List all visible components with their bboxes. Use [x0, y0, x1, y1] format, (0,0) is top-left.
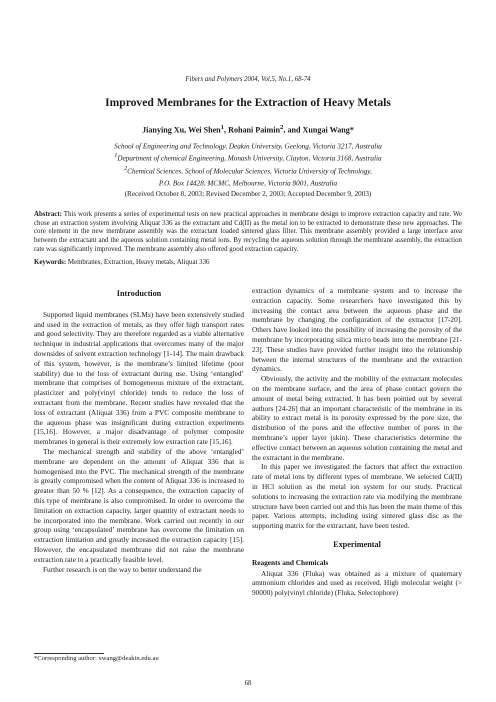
- affiliation-line: $^1$Department of chemical Engineering, Monash University, Clayton, Victoria 3168, Australia: [114, 153, 382, 163]
- author-list: [0, 124, 496, 135]
- author-name: Xungai Wang: [302, 125, 350, 135]
- body-paragraph: Supported liquid membranes (SLMs) have been extensively studied and used in the extraction of metals, as they offer high transport rates and good selectivity. They are therefore regarded as a viable alternative technique in industrial applications that overcomes many of the major downsides of solvent extraction technology [1-14]. The main drawback of this system, however, is the membrane’s limited lifetime (poor stability) due to the loss of extractant during use. Using ‘entangled’ membrane that comprises of homogeneous mixture of the extractant, plasticizer and poly(vinyl chloride) tends to reduce the loss of extractant from the membrane. Recent studies have revealed that the loss of extractant (Aliquat 336) from a PVC composite membrane to the aqueous phase was insignificant during extraction experiments [15,16]. However, a major disadvantage of polymer composite membranes in general is their extremely low extraction rate [15,16].: [34, 309, 244, 447]
- author-affil-mark: 1: [220, 124, 225, 131]
- abstract-label: Abstract:: [34, 211, 62, 218]
- keywords: [34, 259, 462, 268]
- body-paragraph: Obviously, the activity and the mobility of the extractant molecules on the membrane surface, and the area of phase contact govern the amount of metal being extracted. It has been pointed out by several authors [24-26] that an important characteristic of the membrane in its ability to extract metal is its porosity expressed by the pore size, the distribution of the pores and the effective number of pores in the membrane’s upper layer (skin). These characteristics determine the effective contact between an aqueous solution containing the metal and the extractant in the membrane.: [252, 374, 462, 462]
- author-name: Rohani Paimin: [228, 125, 281, 135]
- journal-citation: Fibers and Polymers 2004, Vol.5, No.1, 68-74: [185, 76, 311, 83]
- abstract-text: This work presents a series of experimental tests on new practical approaches in membrane design to improve extraction capacity and rate. We chose an extraction system involving Aliquat 336 as the extractant and Cd(II) as the metal ion to be extracted to demonstrate these new approaches. The core element in the new membrane assembly was the extractant loaded sintered glass filter. This membrane assembly provided a large interface area between the extractant and the aqueous solution containing metal ions. By recycling the aqueous solution through the membrane assembly, the extraction rate was significantly improved. The membrane assembly also offered good extraction capacity.: [34, 211, 462, 253]
- author-separator: ,: [224, 125, 229, 135]
- subsection-heading-reagents: Reagents and Chemicals: [252, 557, 329, 567]
- body-paragraph: In this paper we investigated the factors that affect the extraction rate of metal ions by different types of membrane. We selected Cd(II) in HCl solution as the metal ion system for our study. Practical solutions to increasing the extraction rate via modifying the membrane structure have been carried out and this has been the main theme of this paper. Various attempts, including using sintered glass disc as the supporting matrix for the extractant, have been tested.: [252, 462, 462, 531]
- affiliation-line: School of Engineering and Technology, Deakin University, Geelong, Victoria 3217, Australia: [114, 142, 382, 151]
- abstract: [34, 211, 462, 255]
- paper-title: Improved Membranes for the Extraction of Heavy Metals: [105, 96, 391, 109]
- footnote-rule: [34, 653, 104, 654]
- affiliations: [20, 139, 476, 199]
- body-paragraph: extraction dynamics of a membrane system and to increase the extraction capacity. Some researchers have investigated this by increasing the contact area between the aqueous phase and the membrane by changing the configuration of the extractor [17-20]. Others have looked into the possibility of increasing the porosity of the membrane by incorporating silica micro beads into the membrane [21-23]. These studies have provided further insight into the relationship between the internal structures of the membrane and the extraction dynamics.: [252, 286, 462, 374]
- section-heading-experimental: Experimental: [333, 539, 381, 549]
- page-number: 68: [244, 680, 252, 687]
- body-paragraph: The mechanical strength and stability of the above ‘entangled’ membrane are dependent on the amount of Aliquat 336 that is homogenised into the PVC. The mechanical strength of the membrane is greatly compromised when the content of Aliquat 336 is increased to greater than 50 % [12]. As a consequence, the extraction capacity of this type of membrane is also compromised. In order to overcome the limitation on extraction capacity, larger quantity of extractant needs to be incorporated into the membrane. Work carried out recently in our group using ‘encapsulated’ membrane has overcome the limitation on extraction limitation and greatly increased the extraction capacity [15]. However, the encapsulated membrane did not raise the membrane extraction rate to a practically feasible level.: [34, 446, 244, 564]
- left-column: [34, 286, 244, 574]
- affiliation-line: $^2$Chemical Sciences, School of Molecular Sciences, Victoria University of Technology,: [124, 165, 372, 176]
- section-heading-introduction: Introduction: [116, 289, 162, 298]
- author-name: Jianying Xu: [142, 125, 185, 135]
- author-separator: , and: [283, 125, 303, 135]
- received-dates: (Received October 8, 2003; Revised December 2, 2003; Accepted December 9, 2003): [124, 189, 372, 198]
- corresponding-mark: *: [349, 125, 354, 135]
- keywords-text: Membranes, Extraction, Heavy metals, Aliquat 336: [66, 259, 210, 266]
- author-name: Wei Shen: [188, 125, 221, 135]
- body-paragraph: Further research is on the way to better understand the: [43, 564, 202, 574]
- keywords-label: Keywords:: [34, 259, 67, 266]
- author-separator: ,: [184, 125, 189, 135]
- body-paragraph: Aliquat 336 (Fluka) was obtained as a mixture of quaternary ammonium chlorides and used as received. High molecular weight (> 90000) poly(vinyl chloride) (Fluka, Selectophore): [252, 568, 462, 598]
- right-column: [252, 286, 462, 598]
- author-affil-mark: 2: [280, 124, 284, 131]
- affiliation-line: P.O. Box 14428, MCMC, Melbourne, Victoria 8001, Australia: [158, 179, 338, 188]
- corresponding-author-footnote: *Corresponding author: xwang@deakin.edu.au: [34, 655, 159, 662]
